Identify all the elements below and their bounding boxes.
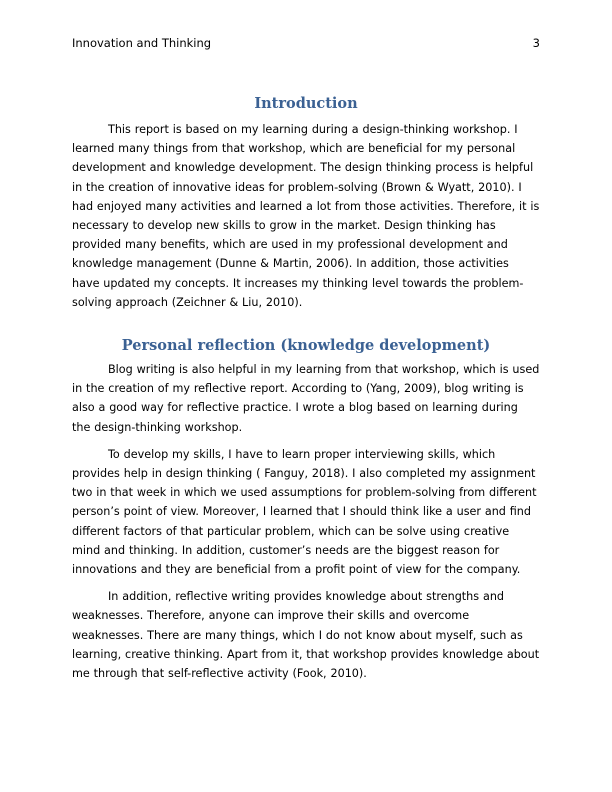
introduction-heading: Introduction [254,95,358,112]
header-title: Innovation and Thinking [72,36,212,50]
reflection-heading: Personal reflection (knowledge development) [121,337,491,355]
page-number: 3 [532,36,540,50]
page-header [72,35,540,51]
document-body [72,94,540,683]
reflection-paragraph-1: Blog writing is also helpful in my learning from that workshop, which is used in the creation of my reflective report. According to (Yang, 2009), blog writing is also a good way for reflective practice. I wrote a blog based on learning during the design-thinking workshop. [72,363,540,434]
reflection-paragraph-2: To develop my skills, I have to learn proper interviewing skills, which provides help in design thinking ( Fanguy, 2018). I also completed my assignment two in that week in which we used assumptions for problem-solving from different person’s point of view. Moreover, I learned that I should think like a user and find different factors of that particular problem, which can be solve using creative mind and thinking. In addition, customer’s needs are the biggest reason for innovations and they are beneficial from a profit point of view for the company. [72,447,537,577]
introduction-paragraph-1: This report is based on my learning during a design-thinking workshop. I learned many things from that workshop, which are beneficial for my personal development and knowledge development. The design thinking process is helpful in the creation of innovative ideas for problem-solving (Brown & Wyatt, 2010). I had enjoyed many activities and learned a lot from those activities. Therefore, it is necessary to develop new skills to grow in the market. Design thinking has provided many benefits, which are used in my professional development and knowledge management (Dunne & Martin, 2006). In addition, those activities have updated my concepts. It increases my thinking level towards the problem-solving approach (Zeichner & Liu, 2010). [72,123,540,309]
reflection-paragraph-3: In addition, reflective writing provides knowledge about strengths and weaknesses. Therefore, anyone can improve their skills and overcome weaknesses. There are many things, which I do not know about myself, such as learning, creative thinking. Apart from it, that workshop provides knowledge about me through that self-reflective activity (Fook, 2010). [72,590,540,681]
